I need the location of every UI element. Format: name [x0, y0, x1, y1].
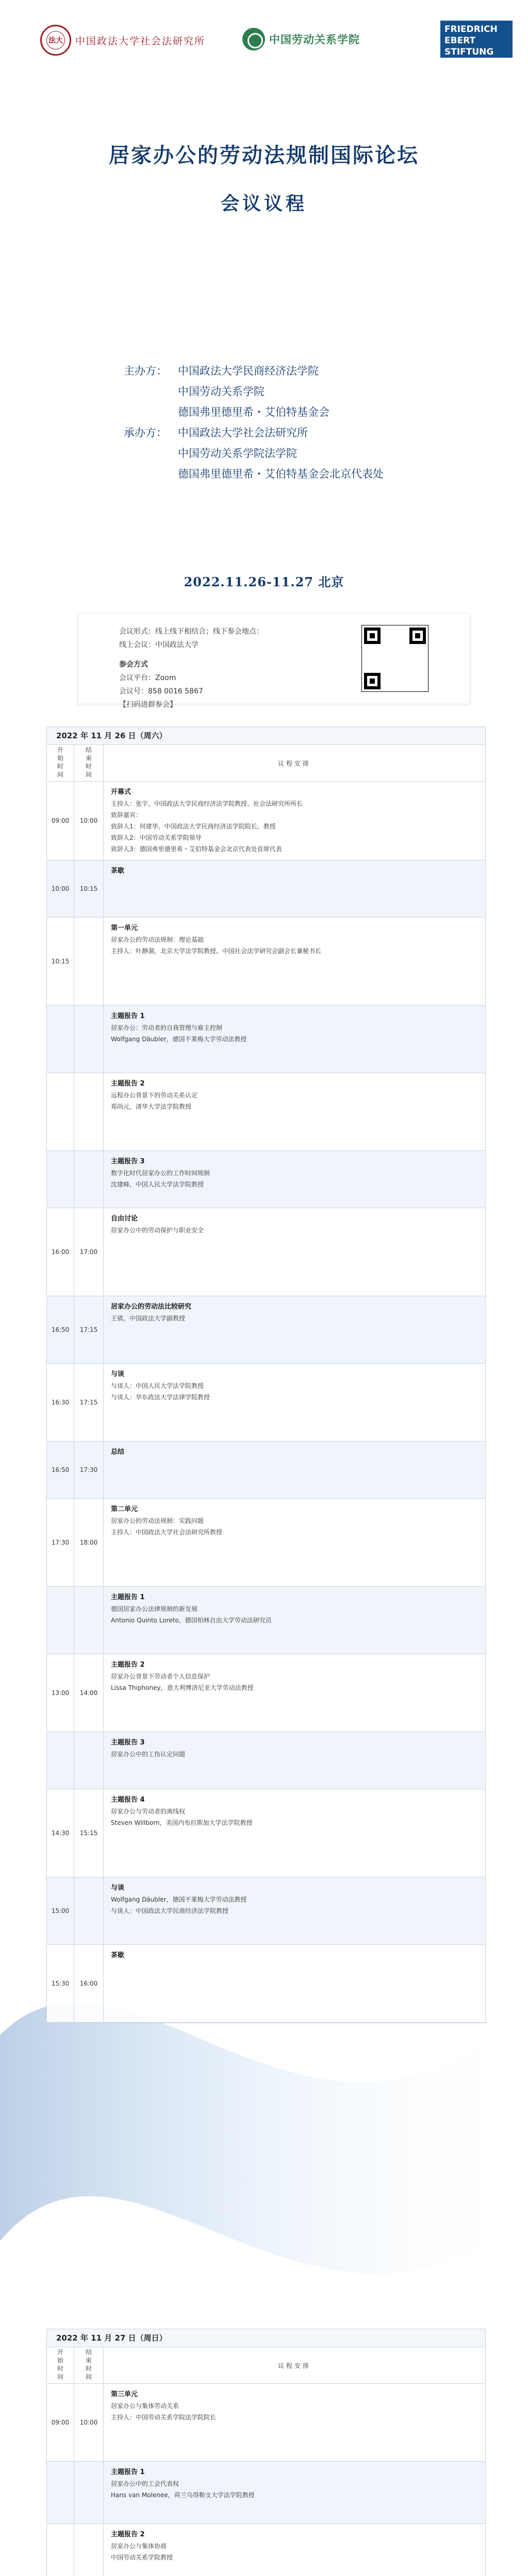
row-agenda	[104, 1877, 485, 1944]
row-heading: 居家办公的劳动法比较研究	[111, 1303, 192, 1311]
row-heading: 主题报告 2	[111, 1661, 145, 1669]
col-start: 开始时间	[47, 745, 74, 781]
row-detail: 居家办公与集体协商	[111, 2543, 167, 2550]
row-agenda	[104, 2524, 485, 2576]
table-row	[47, 1789, 485, 1877]
row-start-time	[47, 1006, 74, 1073]
cir-mark-icon	[242, 28, 265, 50]
row-detail: Wolfgang Däubler，德国不莱梅大学劳动法教授	[111, 1036, 247, 1043]
table-row	[47, 2384, 485, 2462]
table-row	[47, 918, 485, 1006]
row-detail: 郑尚元，清华大学法学院教授	[111, 1103, 192, 1110]
row-agenda	[104, 1006, 485, 1073]
meeting-id: 会议号：858 0016 5867	[119, 687, 203, 696]
row-detail: 居家办公：劳动者的自我管理与雇主控制	[111, 1024, 223, 1031]
table-row	[47, 1364, 485, 1442]
row-agenda	[104, 1208, 485, 1296]
col-agenda: 议程安排	[277, 759, 311, 767]
row-agenda	[104, 2462, 485, 2523]
row-heading: 茶歇	[111, 1952, 125, 1959]
row-start-time: 16:50	[47, 1442, 74, 1498]
col-start: 开始时间	[47, 2347, 74, 2383]
row-detail: 致辞嘉宾：	[111, 811, 142, 819]
row-heading: 与谈	[111, 1370, 125, 1378]
row-end-time: 15:15	[74, 1789, 104, 1877]
row-detail: Wolfgang Däubler，德国不莱梅大学劳动法教授	[111, 1896, 247, 1903]
row-agenda	[104, 1499, 485, 1586]
table-row	[47, 1296, 485, 1364]
row-heading: 开幕式	[111, 788, 131, 796]
date-place: 2022.11.26-11.27 北京	[184, 574, 344, 589]
day2-rows	[47, 2384, 485, 2576]
row-detail: 数字化时代居家办公的工作时间规制	[111, 1170, 210, 1177]
row-heading: 第一单元	[111, 924, 138, 932]
row-start-time: 16:00	[47, 1208, 74, 1296]
row-detail: 中国劳动关系学院教授	[111, 2554, 173, 2561]
row-heading: 茶歇	[111, 867, 125, 875]
row-end-time: 17:00	[74, 1208, 104, 1296]
row-agenda	[104, 918, 485, 1005]
schedule-day2	[46, 2329, 486, 2576]
row-end-time	[74, 1151, 104, 1208]
row-start-time: 16:30	[47, 1364, 74, 1441]
row-end-time: 18:00	[74, 1499, 104, 1586]
row-start-time: 15:30	[47, 1945, 74, 2022]
row-heading: 主题报告 4	[111, 1796, 145, 1804]
row-detail: 与谈人：中国政法大学民商经济法学院教授	[111, 1907, 229, 1914]
row-end-time: 17:30	[74, 1442, 104, 1498]
row-detail: Lissa Thiphoney，意大利博洛尼亚大学劳动法教授	[111, 1684, 254, 1691]
row-agenda	[104, 1789, 485, 1877]
table-row	[47, 1732, 485, 1789]
logo-bar	[0, 10, 528, 72]
row-end-time: 14:00	[74, 1654, 104, 1732]
row-end-time: 17:15	[74, 1364, 104, 1441]
schedule-day1	[46, 726, 486, 2023]
table-row	[47, 1442, 485, 1499]
row-detail: 德国居家办公法律规制的新发展	[111, 1605, 198, 1613]
row-detail: 王倩，中国政法大学副教授	[111, 1315, 186, 1322]
row-heading: 总结	[111, 1448, 125, 1456]
row-end-time	[74, 1587, 104, 1654]
row-end-time	[74, 2524, 104, 2576]
row-end-time	[74, 1877, 104, 1944]
fes-logo: FRIEDRICH EBERT STIFTUNG	[440, 21, 513, 58]
table-row	[47, 1877, 485, 1945]
table-row	[47, 1499, 485, 1587]
cupl-logo	[40, 25, 205, 56]
row-start-time	[47, 2462, 74, 2523]
meeting-line2: 线上会议：中国政法大学	[119, 641, 199, 649]
col-end: 结束时间	[74, 2347, 104, 2383]
table-row	[47, 1208, 485, 1296]
row-detail: 居家办公中的工会代表权	[111, 2480, 179, 2487]
host-3: 德国弗里德里希・艾伯特基金会	[178, 406, 329, 418]
row-heading: 自由讨论	[111, 1215, 138, 1223]
row-detail: 主持人：中国劳动关系学院法学院院长	[111, 2414, 217, 2421]
row-heading: 主题报告 2	[111, 2531, 145, 2538]
row-detail: 主持人：叶静漪，北京大学法学院教授、中国社会法学研究会副会长兼秘书长	[111, 947, 322, 955]
meeting-info-card	[77, 613, 470, 709]
host-label: 主办方：	[124, 365, 167, 377]
row-agenda	[104, 782, 485, 860]
row-start-time	[47, 2524, 74, 2576]
row-heading: 主题报告 3	[111, 1158, 145, 1165]
row-start-time: 14:30	[47, 1789, 74, 1877]
meeting-scan: 【扫码进群参会】	[119, 701, 177, 709]
co-label: 承办方：	[124, 427, 167, 439]
row-start-time: 15:00	[47, 1877, 74, 1944]
day1-header: 2022 年 11 月 26 日（周六）	[47, 727, 485, 745]
row-end-time	[74, 918, 104, 1005]
row-detail: 致辞人1：何建华，中国政法大学民商经济法学院院长、教授	[111, 823, 276, 830]
title-line1: 居家办公的劳动法规制国际论坛	[109, 143, 419, 167]
row-end-time	[74, 1006, 104, 1073]
row-detail: Hans van Molenee，荷兰乌得勒支大学法学院教授	[111, 2492, 255, 2499]
row-detail: Antonio Quinto Loreto，德国柏林自由大学劳动法研究员	[111, 1617, 272, 1624]
row-heading: 第三单元	[111, 2391, 138, 2398]
row-start-time: 17:30	[47, 1499, 74, 1586]
page-title	[0, 139, 528, 215]
organizers	[124, 361, 433, 484]
row-detail: 居家办公中的劳动保护与职业安全	[111, 1227, 204, 1234]
qr-code-icon[interactable]	[361, 625, 428, 692]
row-agenda	[104, 1732, 485, 1789]
row-start-time: 09:00	[47, 2384, 74, 2461]
col-end: 结束时间	[74, 745, 104, 781]
row-detail: 致辞人3：德国弗里德里希・艾伯特基金会北京代表处首席代表	[111, 845, 282, 853]
row-start-time: 09:00	[47, 782, 74, 860]
table-row	[47, 1073, 485, 1151]
co-1: 中国政法大学社会法研究所	[178, 427, 308, 439]
row-agenda	[104, 1654, 485, 1732]
row-end-time: 10:15	[74, 860, 104, 917]
row-agenda	[104, 1442, 485, 1498]
row-start-time	[47, 1732, 74, 1789]
row-detail: 主持人：中国政法大学社会法研究所教授	[111, 1529, 223, 1536]
row-heading: 与谈	[111, 1884, 125, 1892]
host-1: 中国政法大学民商经济法学院	[178, 365, 319, 377]
row-agenda	[104, 1151, 485, 1208]
day1-col-header	[47, 745, 485, 782]
row-end-time: 17:15	[74, 1296, 104, 1363]
cupl-name: 中国政法大学社会法研究所	[75, 35, 206, 47]
row-detail: 居家办公与集体劳动关系	[111, 2402, 179, 2410]
row-detail: 居家办公中的工伤认定问题	[111, 1751, 186, 1758]
row-heading: 主题报告 3	[111, 1739, 145, 1747]
table-row	[47, 782, 485, 860]
row-detail: Steven Willborn，美国内布拉斯加大学法学院教授	[111, 1819, 253, 1826]
row-detail: 居家办公背景下劳动者个人信息保护	[111, 1673, 210, 1680]
row-end-time	[74, 1732, 104, 1789]
table-row	[47, 2462, 485, 2524]
day2-col-header	[47, 2347, 485, 2384]
row-start-time: 16:50	[47, 1296, 74, 1363]
row-detail: 居家办公的劳动法规制：理论基础	[111, 936, 204, 943]
table-row	[47, 1587, 485, 1654]
row-heading: 第二单元	[111, 1505, 138, 1513]
co-3: 德国弗里德里希・艾伯特基金会北京代表处	[178, 468, 384, 480]
row-agenda	[104, 2384, 485, 2461]
row-agenda	[104, 1587, 485, 1654]
row-agenda	[104, 1364, 485, 1441]
row-start-time: 13:00	[47, 1654, 74, 1732]
row-end-time: 10:00	[74, 2384, 104, 2461]
row-detail: 致辞人2：中国劳动关系学院领导	[111, 834, 202, 841]
row-agenda	[104, 860, 485, 917]
row-detail: 沈建峰，中国人民大学法学院教授	[111, 1181, 204, 1188]
row-start-time	[47, 1587, 74, 1654]
row-detail: 主持人：张宇，中国政法大学民商经济法学院教授、社会法研究所所长	[111, 800, 303, 807]
title-line2: 会议议程	[220, 193, 307, 214]
cir-name: 中国劳动关系学院	[269, 33, 360, 46]
row-detail: 居家办公的劳动法规制：实践问题	[111, 1517, 204, 1524]
table-row	[47, 860, 485, 918]
table-row	[47, 1151, 485, 1208]
meeting-line1: 会议形式：线上线下相结合；线下参会地点：	[119, 628, 263, 636]
table-row	[47, 1654, 485, 1732]
row-heading: 主题报告 2	[111, 1080, 145, 1088]
row-start-time: 10:15	[47, 918, 74, 1005]
meeting-platform: 会议平台：Zoom	[119, 674, 176, 682]
row-start-time	[47, 1151, 74, 1208]
row-end-time	[74, 2462, 104, 2523]
row-detail: 与谈人：中国人民大学法学院教授	[111, 1382, 204, 1389]
day1-rows	[47, 782, 485, 2023]
table-row	[47, 1006, 485, 1073]
row-heading: 主题报告 1	[111, 2468, 145, 2476]
row-end-time: 10:00	[74, 782, 104, 860]
day2-header: 2022 年 11 月 27 日（周日）	[47, 2329, 485, 2347]
cupl-seal-icon: 法大	[40, 25, 71, 56]
row-agenda	[104, 1945, 485, 2022]
row-detail: 居家办公与劳动者的离线权	[111, 1808, 186, 1815]
row-end-time	[74, 1073, 104, 1150]
meeting-strong: 参会方式	[119, 660, 148, 669]
row-start-time: 10:00	[47, 860, 74, 917]
row-detail: 与谈人：华东政法大学法律学院教授	[111, 1394, 210, 1401]
row-heading: 主题报告 1	[111, 1594, 145, 1601]
row-agenda	[104, 1073, 485, 1150]
row-start-time	[47, 1073, 74, 1150]
co-2: 中国劳动关系学院法学院	[178, 447, 297, 460]
host-2: 中国劳动关系学院	[178, 385, 265, 398]
row-end-time: 16:00	[74, 1945, 104, 2022]
row-agenda	[104, 1296, 485, 1363]
table-row	[47, 2524, 485, 2576]
row-heading: 主题报告 1	[111, 1012, 145, 1020]
col-agenda: 议程安排	[277, 2362, 311, 2369]
table-row	[47, 1945, 485, 2023]
row-detail: 远程办公背景下的劳动关系认定	[111, 1092, 198, 1099]
cir-logo	[242, 28, 360, 50]
